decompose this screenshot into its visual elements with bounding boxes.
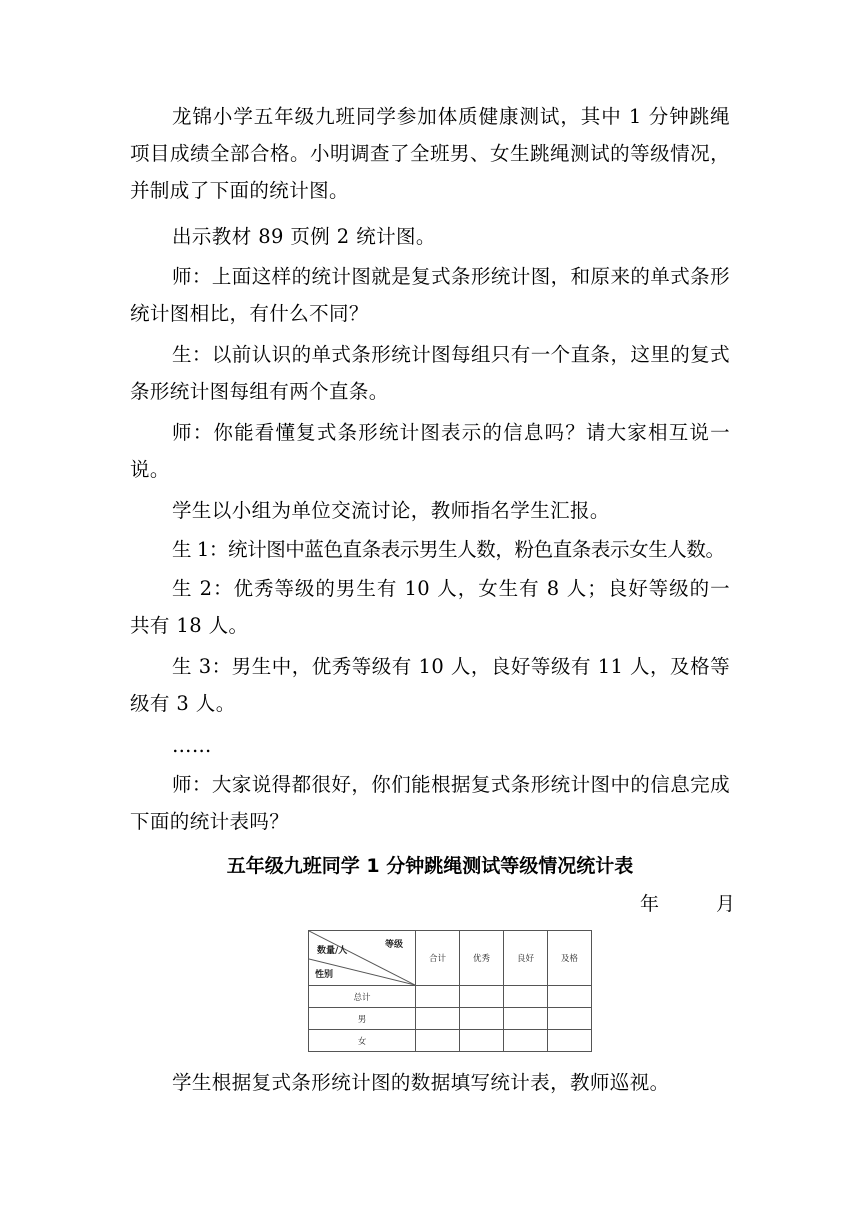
paragraph-student-answer: 生：以前认识的单式条形统计图每组只有一个直条，这里的复式条形统计图每组有两个直条。: [130, 343, 730, 403]
paragraph-ellipsis: ……: [172, 734, 212, 757]
date-month: 月: [715, 893, 735, 915]
paragraph-student-1: 生 1：统计图中蓝色直条表示男生人数，粉色直条表示女生人数。: [172, 538, 725, 561]
table-title: 五年级九班同学 1 分钟跳绳测试等级情况统计表: [226, 855, 634, 877]
corner-label-gender: 性别: [315, 970, 334, 980]
paragraph-closing: 学生根据复式条形统计图的数据填写统计表，教师巡视。: [172, 1071, 670, 1094]
table-cell: [548, 1030, 592, 1052]
table-corner-cell: [309, 931, 416, 986]
table-row: [309, 1008, 592, 1030]
table-cell: [504, 1008, 548, 1030]
paragraph-teacher-question: 师：上面这样的统计图就是复式条形统计图，和原来的单式条形统计图相比，有什么不同？: [130, 265, 730, 325]
column-header-pass: 及格: [548, 931, 592, 986]
table-cell: [460, 1008, 504, 1030]
paragraph-teacher-praise: 师：大家说得都很好，你们能根据复式条形统计图中的信息完成下面的统计表吗？: [130, 773, 730, 833]
table-cell: [416, 1008, 460, 1030]
table-cell: [416, 986, 460, 1008]
statistics-table: [308, 930, 592, 1052]
paragraph-student-2: 生 2：优秀等级的男生有 10 人，女生有 8 人；良好等级的一共有 18 人。: [130, 577, 730, 637]
table-row: [309, 986, 592, 1008]
table-cell: [548, 1008, 592, 1030]
corner-label-grade: 等级: [385, 940, 404, 950]
column-header-total: 合计: [416, 931, 460, 986]
row-header-boys: 男: [309, 1008, 416, 1030]
paragraph-intro: 龙锦小学五年级九班同学参加体质健康测试，其中 1 分钟跳绳项目成绩全部合格。小明调查了全班男、女生跳绳测试的等级情况，并制成了下面的统计图。: [130, 105, 730, 202]
date-line: [640, 892, 735, 916]
table-cell: [416, 1030, 460, 1052]
table-cell: [460, 1030, 504, 1052]
table-row: [309, 1030, 592, 1052]
paragraph-teacher-prompt: 师：你能看懂复式条形统计图表示的信息吗？请大家相互说一说。: [130, 421, 730, 481]
paragraph-group-discussion: 学生以小组为单位交流讨论，教师指名学生汇报。: [172, 499, 610, 522]
table-cell: [548, 986, 592, 1008]
paragraph-textbook: 出示教材 89 页例 2 统计图。: [172, 225, 436, 248]
paragraph-student-3: 生 3：男生中，优秀等级有 10 人，良好等级有 11 人，及格等级有 3 人。: [130, 655, 730, 715]
column-header-excellent: 优秀: [460, 931, 504, 986]
table-cell: [504, 986, 548, 1008]
table-cell: [460, 986, 504, 1008]
column-header-good: 良好: [504, 931, 548, 986]
table-cell: [504, 1030, 548, 1052]
corner-label-count: 数量/人: [317, 946, 348, 956]
date-year: 年: [640, 893, 660, 915]
row-header-total: 总计: [309, 986, 416, 1008]
row-header-girls: 女: [309, 1030, 416, 1052]
